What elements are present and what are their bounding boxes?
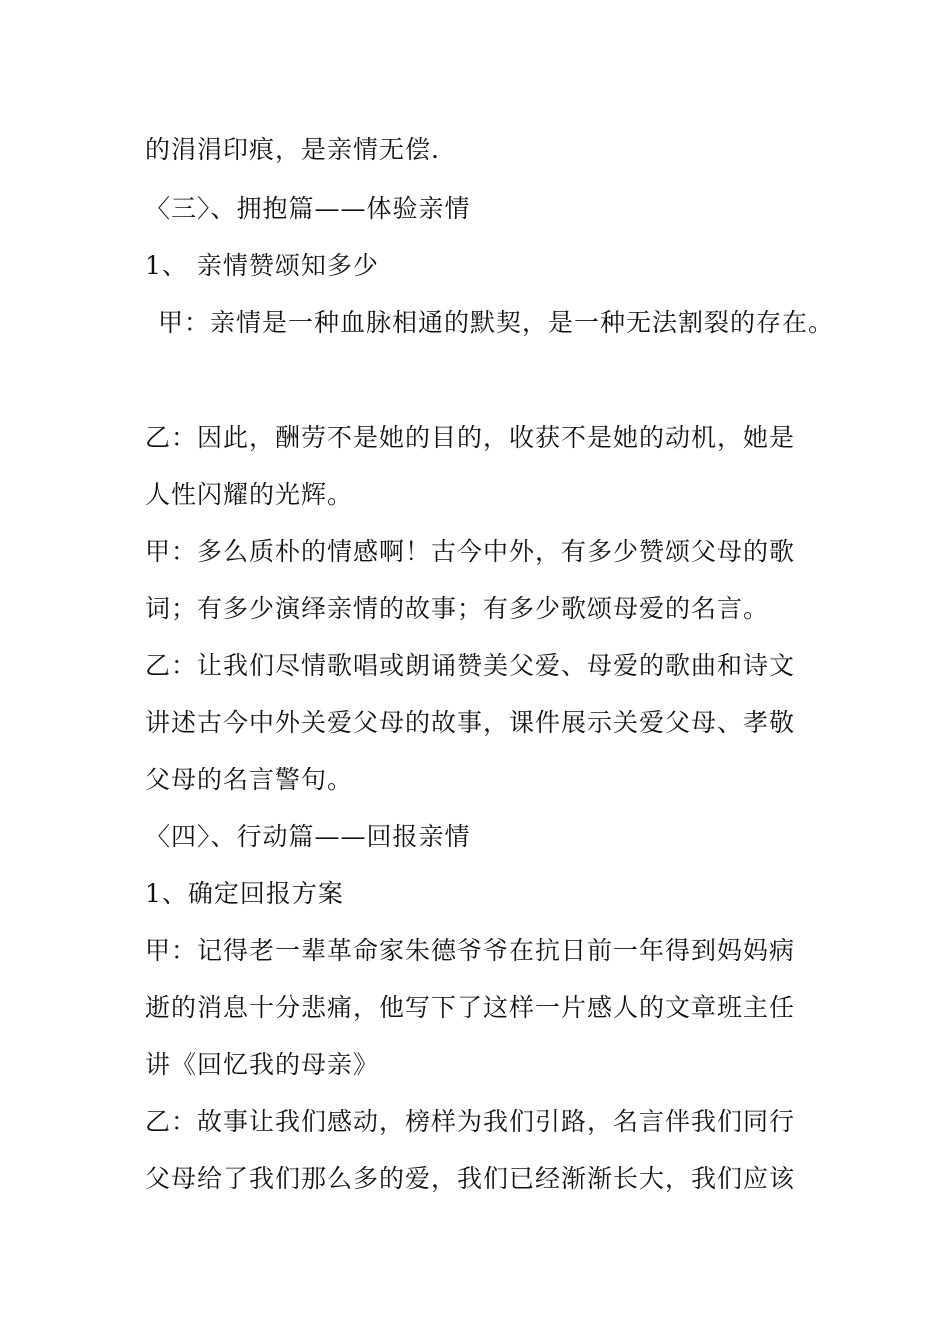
text-line: 逝的消息十分悲痛，他写下了这样一片感人的文章班主任: [145, 993, 796, 1022]
text-line: 甲：记得老一辈革命家朱德爷爷在抗日前一年得到妈妈病: [145, 936, 796, 965]
subheading-repay-plan: 1、确定回报方案: [145, 879, 344, 908]
text-line: 乙：故事让我们感动，榜样为我们引路，名言伴我们同行: [145, 1107, 796, 1136]
text-line: 乙：因此，酬劳不是她的目的，收获不是她的动机，她是: [145, 423, 796, 452]
section-heading-three: 〈三〉、拥抱篇——体验亲情: [145, 194, 471, 223]
text-line: 讲述古今中外关爱父母的故事，课件展示关爱父母、孝敬: [145, 708, 796, 737]
text-line: 父母给了我们那么多的爱，我们已经渐渐长大，我们应该: [145, 1164, 796, 1193]
text-line: 的涓涓印痕，是亲情无偿.: [145, 135, 440, 164]
subheading-praise-family: 1、 亲情赞颂知多少: [145, 251, 379, 280]
text-line: 词；有多少演绎亲情的故事；有多少歌颂母爱的名言。: [145, 594, 770, 623]
text-line: 乙：让我们尽情歌唱或朗诵赞美父爱、母爱的歌曲和诗文: [145, 651, 796, 680]
section-heading-four: 〈四〉、行动篇——回报亲情: [145, 822, 471, 851]
text-line: 讲《回忆我的母亲》: [145, 1050, 380, 1079]
text-line: 人性闪耀的光辉。: [145, 480, 354, 509]
text-line: 甲：多么质朴的情感啊！古今中外，有多少赞颂父母的歌: [145, 537, 796, 566]
text-line: 父母的名言警句。: [145, 765, 354, 794]
text-line: 甲：亲情是一种血脉相通的默契，是一种无法割裂的存在。: [158, 308, 835, 337]
